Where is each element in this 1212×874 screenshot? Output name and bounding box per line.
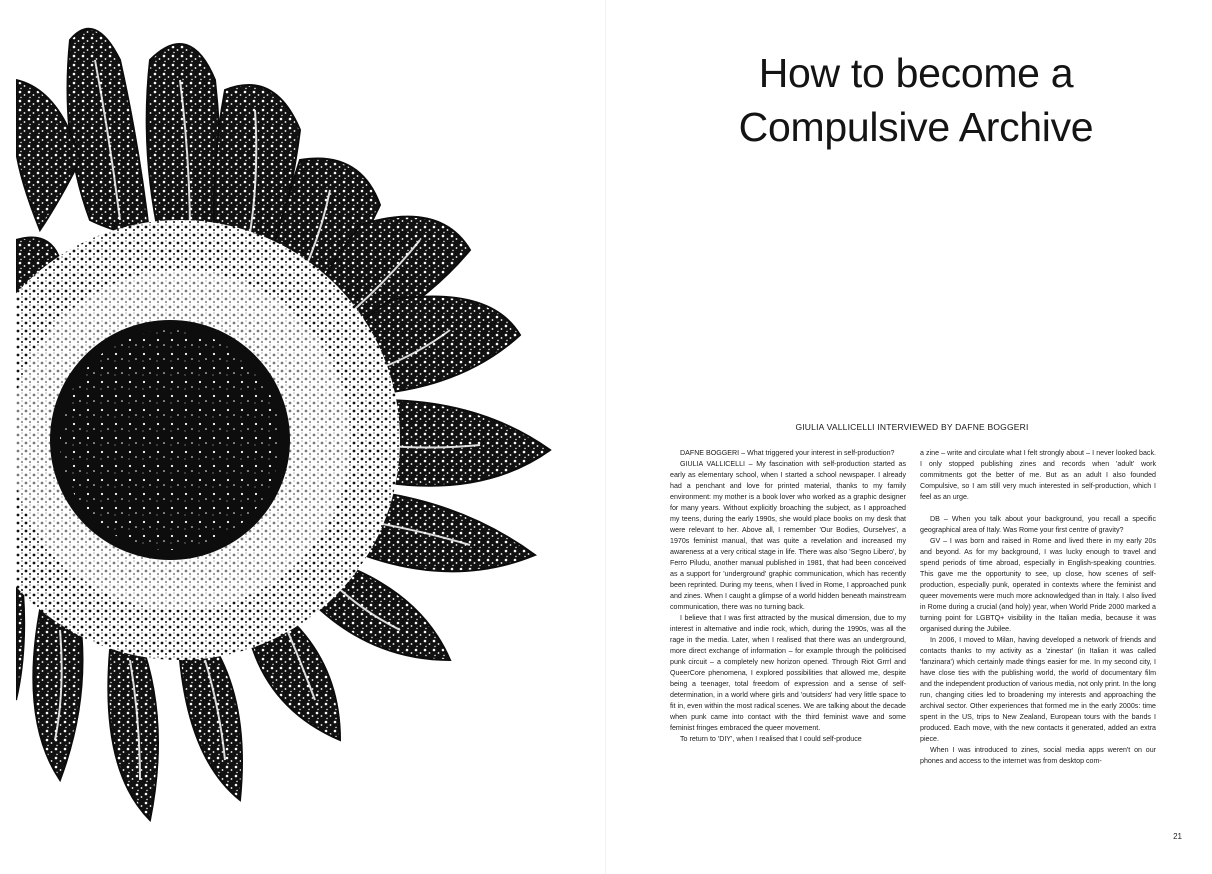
paragraph: In 2006, I moved to Milan, having developed a network of friends and contacts thanks to my activity as a 'zinestar' (in Italian it was called 'fanzinara') which certainly made things easier for me. In my second city, I have close ties with the publishing world, the world of documentary film and the independent production of various media, not only print. In the long run, changing cities led to broadening my interests and approaching the archival sector. Other experiences that formed me in the early 2000s: time spent in the US, trips to New Zealand, European tours with the bands I produced. Each move, with the new contacts it generated, added an extra piece. [920,636,1156,743]
article-title-line-1: How to become a [758,50,1074,96]
text-column-left [670,448,906,745]
text-column-right [920,448,1156,767]
paragraph: DAFNE BOGGERI – What triggered your interest in self-production? [680,449,895,457]
paragraph: To return to 'DIY', when I realised that I could self-produce [680,735,862,743]
paragraph: I believe that I was first attracted by the musical dimension, due to my interest in alternative and indie rock, which, during the 1990s, was all the rage in the media. Later, when I realised that there was an underground, more direct exchange of information – for example through the politicised punk circuit – a completely new horizon opened. Through Riot Grrrl and QueerCore phenomena, I explored possibilities that allowed me, despite being a teenager, total freedom of expression and a sense of self-determination, in a world where girls and 'outsiders' had very little space to fit in, even within the most radical scenes. We are talking about the decade when punk came into contact with the third feminist wave and some feminist fringes embraced the queer movement. [670,614,906,732]
article-title-line-2: Compulsive Archive [738,104,1094,150]
paragraph: GIULIA VALLICELLI – My fascination with self-production started as early as elementary school, when I started a school newspaper. I already had a penchant and love for printed material, thanks to my family environment: my mother is a book lover who worked as a graphic designer for many years. Without explicitly broaching the subject, as I approached my teens, during the early 1990s, she would place books on my desk that were relevant to her. Above all, I remember 'Our Bodies, Ourselves', a 1970s feminist manual, that was quite a revelation and increased my awareness at a very critical stage in life. There was also 'Segno Libero', by Ferro Piludu, another manual published in 1981, that had been conceived as a support for 'underground' graphic communication, which has recently been reprinted. During my teens, when I lived in Rome, I approached punk and zines. When I caught a glimpse of a world hidden beneath mainstream communication, there was no turning back. [670,460,906,611]
paragraph: GV – I was born and raised in Rome and lived there in my early 20s and beyond. As for my background, I was lucky enough to travel and spend periods of time abroad, especially in English-speaking countries. This gave me the opportunity to see, up close, how scenes of self-production, especially punk, operated in contexts where the feminist and queer movements were much more acknowledged than in Italy. I also lived in Rome during a crucial (and holy) year, when World Pride 2000 marked a turning point for LGBTQ+ visibility in the Italian media, because it was organised during the Jubilee. [920,537,1156,633]
paragraph: a zine – write and circulate what I felt strongly about – I never looked back. I only stopped publishing zines and records when 'adult' work commitments got the better of me. But as an adult I also founded Compulsive, so I am still very much interested in self-production, which I feel as an urge. [920,449,1156,501]
article-title [666,46,1166,154]
right-page [606,0,1212,874]
page-number: 21 [1173,832,1182,841]
paragraph: When I was introduced to zines, social media apps weren't on our phones and access to the internet was from desktop com- [920,746,1156,765]
paragraph: DB – When you talk about your background, you recall a specific geographical area of Italy. Was Rome your first centre of gravity? [920,515,1156,534]
article-byline: GIULIA VALLICELLI INTERVIEWED BY DAFNE BOGGERI [795,422,1029,432]
